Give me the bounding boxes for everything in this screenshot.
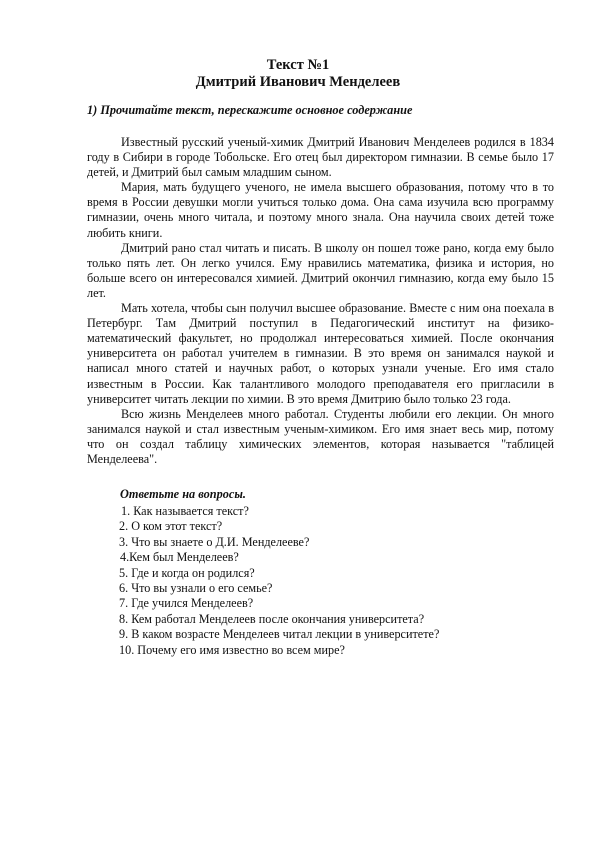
task-heading: 1) Прочитайте текст, перескажите основное содержание [87, 103, 413, 117]
paragraph: Мать хотела, чтобы сын получил высшее образование. Вместе с ним она поехала в Петербург. Там Дмитрий поступил в Педагогический институт на физико-математический факультет, но продолжал интересоваться химией. После окончания университета он работал учителем в гимназии. В это время он занимался наукой и написал много статей и научных работ, о которых узнали ученые. Его имя стало известным в России. Как талантливого молодого преподавателя его пригласили в университет читать лекции по химии. В это время Дмитрию было только 23 года. [87, 301, 554, 406]
questions-list [119, 504, 439, 658]
question-item: 6. Что вы узнали о его семье? [119, 581, 273, 596]
question-item: 5. Где и когда он родился? [119, 565, 255, 580]
questions-heading: Ответьте на вопросы. [120, 487, 246, 501]
question-item: 7. Где учился Менделеев? [119, 596, 254, 611]
paragraph: Мария, мать будущего ученого, не имела высшего образования, потому что в то время в России девушки могли учиться только дома. Она сама изучила всю программу гимназии, очень много читала, и поэтому много знала. Она научила своих детей тоже любить книги. [87, 180, 554, 240]
question-item: 1. Как называется текст? [121, 504, 249, 518]
paragraph: Дмитрий рано стал читать и писать. В школу он пошел тоже рано, когда ему было только пять лет. Он легко учился. Ему нравились математика, физика и история, но больше всего он интересовался химией. Дмитрий окончил гимназию, когда ему было 15 лет. [87, 240, 554, 300]
question-item: 4.Кем был Менделеев? [120, 550, 239, 565]
document-title: Текст №1 [266, 57, 330, 73]
question-item: 9. В каком возрасте Менделеев читал лекции в университете? [119, 627, 440, 642]
question-item: 3. Что вы знаете о Д.И. Менделееве? [119, 534, 310, 549]
reading-text [87, 135, 554, 467]
question-item: 10. Почему его имя известно во всем мире? [119, 642, 345, 657]
paragraph: Известный русский ученый-химик Дмитрий Иванович Менделеев родился в 1834 году в Сибири в городе Тобольске. Его отец был директором гимназии. В семье было 17 детей, и Дмитрий был самым младшим сыном. [87, 135, 554, 180]
question-item: 2. О ком этот текст? [119, 519, 223, 534]
paragraph: Всю жизнь Менделеев много работал. Студенты любили его лекции. Он много занимался наукой и стал известным ученым-химиком. Его имя знает весь мир, потому что он создал таблицу химических элементов, которая называется "таблицей Менделеева". [87, 406, 554, 466]
document-subtitle: Дмитрий Иванович Менделеев [195, 74, 401, 90]
question-item: 8. Кем работал Менделеев после окончания университета? [119, 611, 425, 626]
